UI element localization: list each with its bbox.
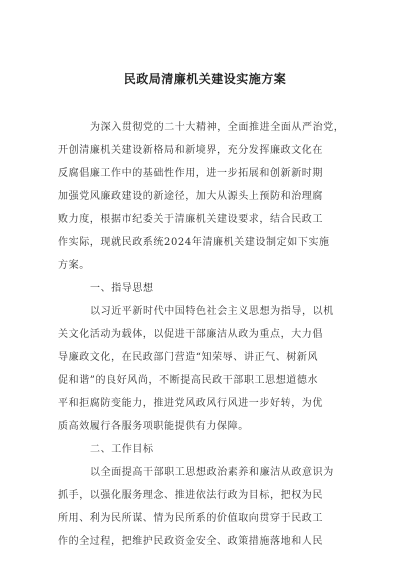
paragraph-line: 平和拒腐防变能力，推进党风政风行风进一步好转，为优 [58, 398, 323, 409]
paragraph-line: 反腐倡廉工作中的基础性作用，进一步拓展和创新新时期 [58, 168, 323, 179]
paragraph-line: 为深入贯彻党的二十大精神，全面推进全面从严治党， [90, 122, 345, 133]
paragraph-line: 关文化活动为载体，以促进干部廉洁从政为重点，大力倡 [58, 329, 323, 340]
paragraph-line: 所用、利为民所谋、情为民所系的价值取向贯穿于民政工 [58, 513, 323, 524]
paragraph-line: 作实际，现就民政系统2024年清廉机关建设制定如下实施 [58, 237, 330, 248]
paragraph-line: 开创清廉机关建设新格局和新境界，充分发挥廉政文化在 [58, 145, 323, 156]
paragraph-line: 败力度，根据市纪委关于清廉机关建设要求，结合民政工 [58, 214, 323, 225]
paragraph-line: 质高效履行各服务项职能提供有力保障。 [58, 421, 249, 432]
paragraph-line: 导廉政文化，在民政部门营造“知荣辱、讲正气、树新风 [58, 352, 319, 363]
paragraph-line: 抓手，以强化服务理念、推进依法行政为目标，把权为民 [58, 490, 323, 501]
paragraph-line: 方案。 [58, 260, 90, 271]
paragraph-line: 促和谐”的良好风尚，不断提高民政干部职工思想道德水 [58, 375, 319, 386]
document-title: 民政局清廉机关建设实施方案 [123, 72, 287, 86]
paragraph-line: 以习近平新时代中国特色社会主义思想为指导，以机 [90, 306, 334, 317]
section-heading: 二、工作目标 [90, 444, 154, 455]
paragraph-line: 加强党风廉政建设的新途径，加大从源头上预防和治理腐 [58, 191, 323, 202]
paragraph-line: 作的全过程，把维护民政资金安全、政策措施落地和人民 [58, 536, 323, 547]
section-heading: 一、指导思想 [90, 283, 154, 294]
paragraph-line: 以全面提高干部职工思想政治素养和廉洁从政意识为 [90, 467, 334, 478]
